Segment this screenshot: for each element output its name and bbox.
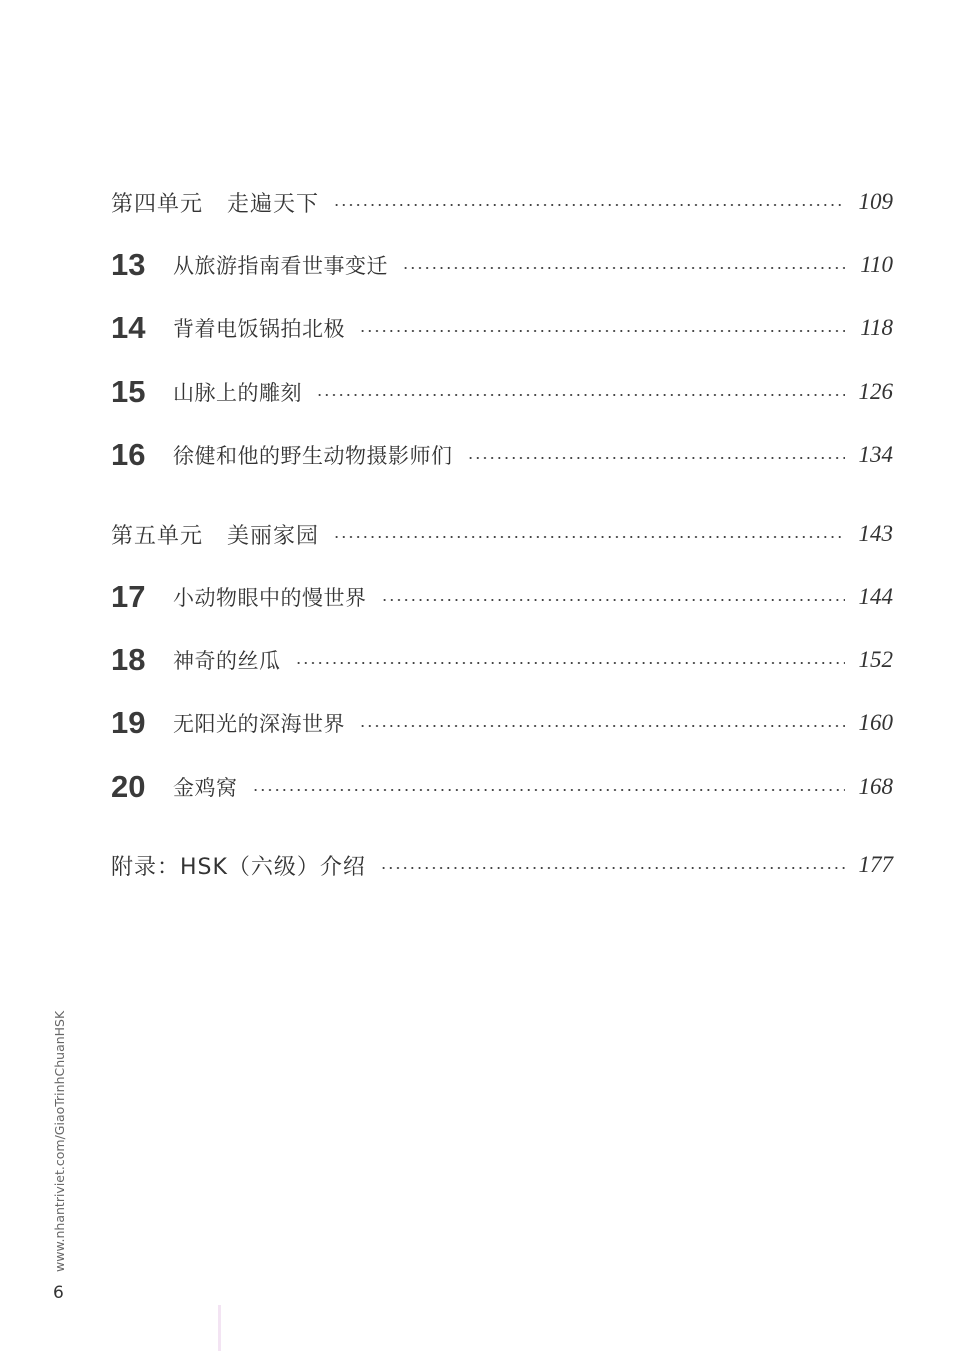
toc-unit-5[interactable] — [111, 514, 893, 554]
lesson-number: 15 — [111, 374, 146, 409]
lesson-number: 13 — [111, 247, 146, 282]
dot-leader — [380, 867, 845, 869]
lesson-title: 山脉上的雕刻 — [173, 381, 302, 405]
page-number: 160 — [858, 710, 893, 735]
dot-leader — [316, 394, 845, 396]
lesson-title: 无阳光的深海世界 — [173, 712, 345, 736]
dot-leader — [252, 789, 846, 791]
dot-leader — [359, 330, 845, 332]
dot-leader — [381, 599, 846, 601]
page-number: 168 — [858, 774, 893, 799]
toc-lesson-17[interactable] — [111, 577, 893, 617]
dot-leader — [333, 204, 845, 206]
lesson-title: 背着电饭锅拍北极 — [173, 317, 345, 341]
toc-lesson-20[interactable] — [111, 767, 893, 807]
toc-lesson-15[interactable] — [111, 372, 893, 412]
lesson-number: 18 — [111, 642, 146, 677]
unit-label: 第四单元 — [111, 191, 204, 217]
page-number: 126 — [858, 379, 893, 404]
footer-page-number: 6 — [53, 1283, 64, 1303]
page-number: 110 — [860, 252, 893, 277]
lesson-title: 金鸡窝 — [173, 776, 238, 800]
toc-lesson-14[interactable] — [111, 308, 893, 348]
unit-label: 第五单元 — [111, 523, 204, 549]
side-url-watermark: www.nhantriviet.com/GiaoTrinhChuanHSK — [52, 1010, 67, 1272]
dot-leader — [333, 536, 845, 538]
lesson-number: 19 — [111, 705, 146, 740]
dot-leader — [295, 662, 846, 664]
page-number: 144 — [858, 584, 893, 609]
lesson-number: 16 — [111, 437, 146, 472]
page-number: 109 — [858, 189, 893, 214]
unit-title: 美丽家园 — [227, 523, 320, 549]
lesson-number: 17 — [111, 579, 146, 614]
lesson-title: 神奇的丝瓜 — [173, 649, 281, 673]
lesson-number: 20 — [111, 769, 146, 804]
dot-leader — [402, 267, 845, 269]
scan-artifact — [218, 1305, 221, 1351]
appendix-title: 附录：HSK（六级）介绍 — [111, 854, 366, 880]
dot-leader — [359, 725, 845, 727]
lesson-title: 徐健和他的野生动物摄影师们 — [173, 444, 453, 468]
unit-title: 走遍天下 — [227, 191, 320, 217]
toc-lesson-16[interactable] — [111, 435, 893, 475]
toc-lesson-18[interactable] — [111, 640, 893, 680]
toc-appendix[interactable] — [111, 845, 893, 885]
dot-leader — [467, 457, 846, 459]
toc-unit-4[interactable] — [111, 182, 893, 222]
page-number: 118 — [860, 315, 893, 340]
toc-lesson-13[interactable] — [111, 245, 893, 285]
page-number: 152 — [858, 647, 893, 672]
page-number: 134 — [858, 442, 893, 467]
lesson-title: 小动物眼中的慢世界 — [173, 586, 367, 610]
page-number: 143 — [858, 521, 893, 546]
lesson-number: 14 — [111, 310, 146, 345]
page-number: 177 — [858, 852, 893, 877]
toc-lesson-19[interactable] — [111, 703, 893, 743]
lesson-title: 从旅游指南看世事变迁 — [173, 254, 388, 278]
